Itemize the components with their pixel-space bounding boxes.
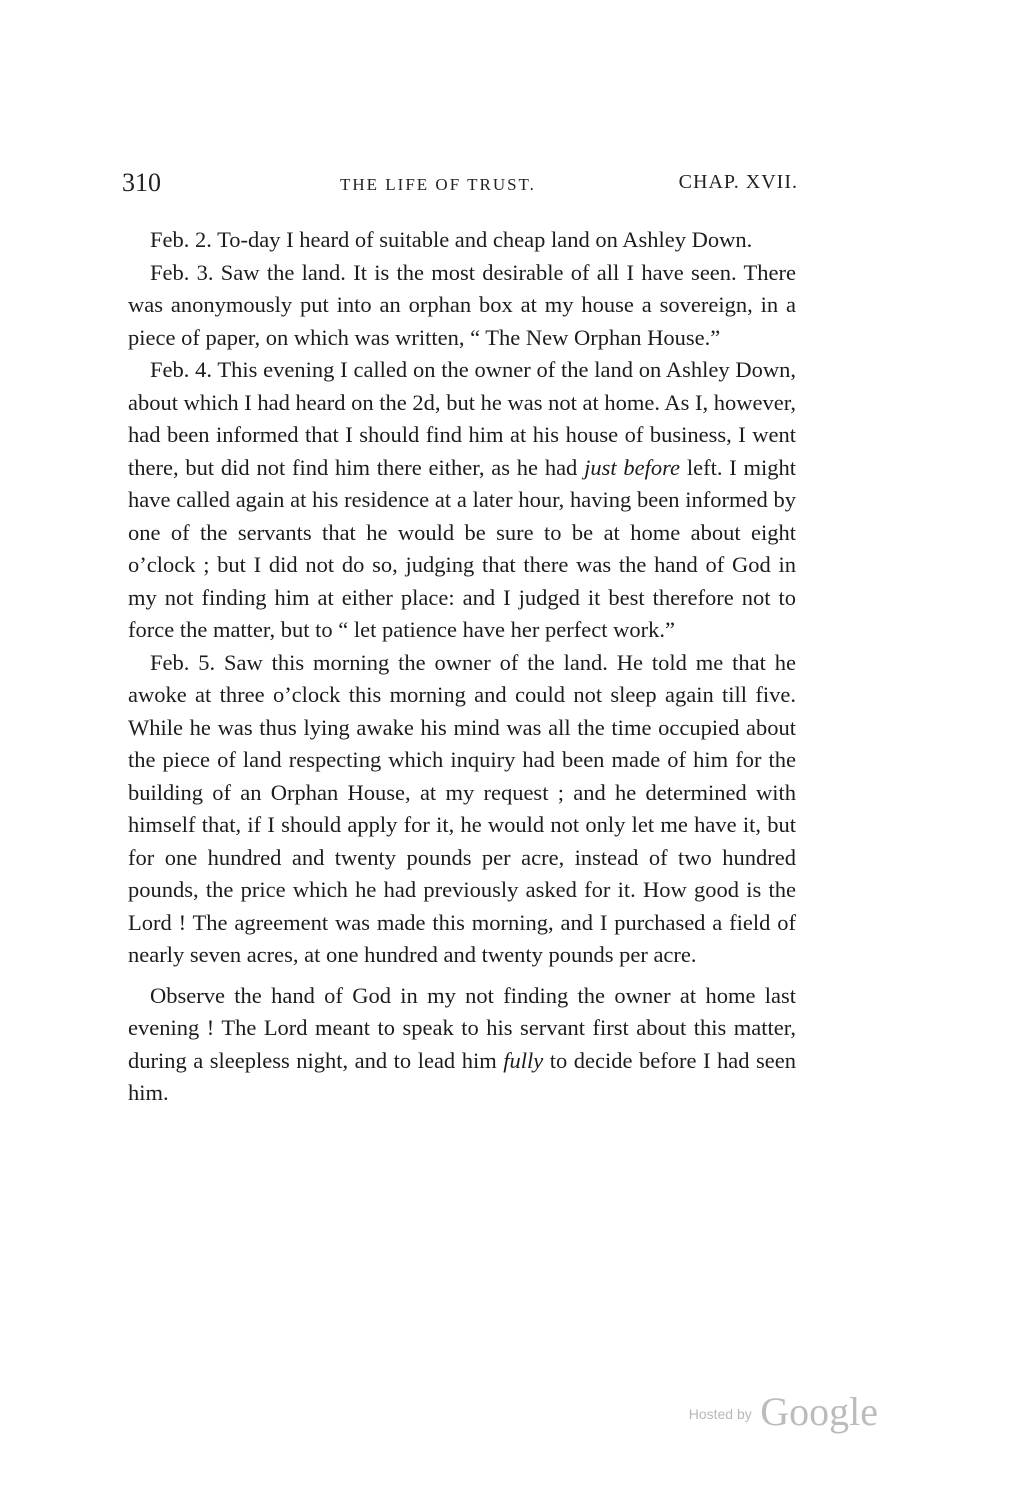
paragraph <box>128 980 796 1110</box>
paragraph <box>128 647 796 972</box>
text-run: Feb. 4. This evening I called on the owner of the land on Ashley Down, about which I had heard on the 2d, but he was not at home. As I, however, had been informed that I should find him at his house of business, I went there, but did not find him there either, as he had <box>128 357 796 480</box>
hosted-by-google-watermark <box>689 1388 878 1436</box>
paragraph <box>128 257 796 355</box>
body-text <box>128 224 796 1110</box>
text-run: to decide before I had seen him. <box>128 1047 796 1105</box>
page-number: 310 <box>122 168 161 197</box>
italic-text: just before <box>584 454 681 480</box>
paragraph <box>128 224 796 257</box>
italic-text: fully <box>503 1047 544 1073</box>
running-header <box>122 168 798 208</box>
running-title: THE LIFE OF TRUST. <box>340 175 536 194</box>
hosted-by-label: Hosted by <box>688 1406 752 1422</box>
paragraph <box>128 354 796 647</box>
chapter-label: CHAP. XVII. <box>678 171 798 193</box>
text-run: Feb. 2. To-day I heard of suitable and cheap land on Ashley Down. <box>150 227 753 252</box>
text-run: Observe the hand of God in my not finding the owner at home last evening ! The Lord meant to speak to his servant first about this matter, during a sleepless night, and to lead him <box>128 982 796 1073</box>
google-logo: Google <box>760 1389 878 1434</box>
text-run: left. I might have called again at his residence at a later hour, having been informed by one of the servants that he would be sure to be at home about eight o’clock ; but I did not do so, judging that there was the hand of God in my not finding him at either place: and I judged it best therefore not to force the matter, but to “ let patience have her perfect work.” <box>128 454 797 642</box>
text-run: Feb. 3. Saw the land. It is the most desirable of all I have seen. There was anonymously put into an orphan box at my house a sovereign, in a piece of paper, on which was written, “ The New Orphan House.” <box>128 259 796 350</box>
text-run: Feb. 5. Saw this morning the owner of the land. He told me that he awoke at three o’clock this morning and could not sleep again till five. While he was thus lying awake his mind was all the time occupied about the piece of land respecting which inquiry had been made of him for the building of an Orphan House, at my request ; and he determined with himself that, if I should apply for it, he would not only let me have it, but for one hundred and twenty pounds per acre, instead of two hundred pounds, the price which he had previously asked for it. How good is the Lord ! The agreement was made this morning, and I purchased a field of nearly seven acres, at one hundred and twenty pounds per acre. <box>128 649 796 967</box>
